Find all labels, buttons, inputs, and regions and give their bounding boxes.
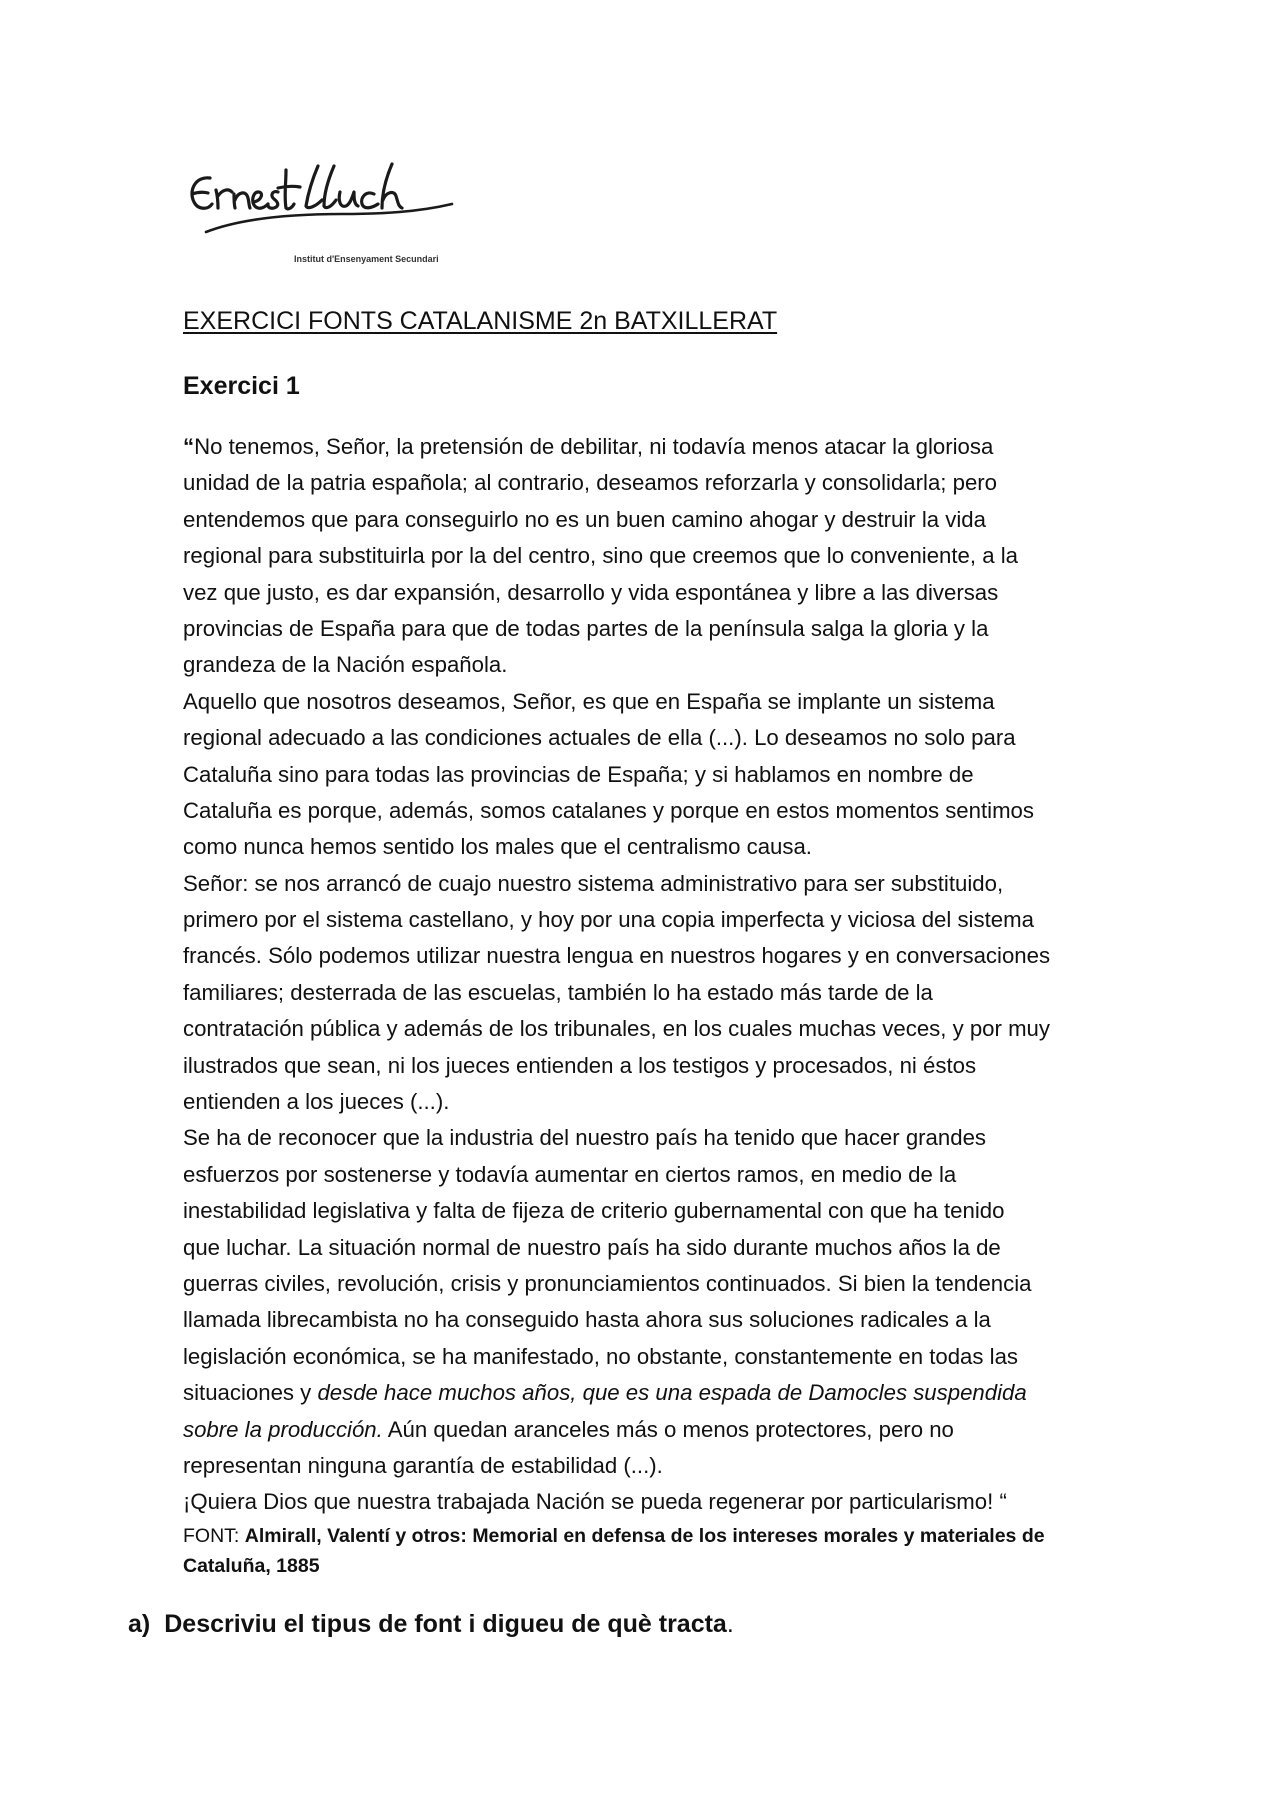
quote-line: regional para substituirla por la del centro, sino que creemos que lo conveniente, a la — [183, 543, 1018, 569]
quote-line: guerras civiles, revolución, crisis y pronunciamientos continuados. Si bien la tendencia — [183, 1270, 1032, 1296]
quote-line: representan ninguna garantía de estabilidad (...). — [183, 1452, 663, 1478]
source-quote — [183, 429, 1123, 1581]
quote-line: como nunca hemos sentido los males que el centralismo causa. — [183, 834, 812, 860]
italic-phrase: desde hace muchos años, que es una espada de Damocles suspendida — [317, 1380, 1027, 1406]
source-reference: Almirall, Valentí y otros: Memorial en defensa de los intereses morales y materiales de — [244, 1524, 1045, 1547]
source-label: FONT: — [183, 1524, 245, 1547]
exercise-heading: Exercici 1 — [183, 372, 300, 400]
quote-line-italic-1: situaciones y desde hace muchos años, que es una espada de Damocles suspendida — [183, 1380, 1027, 1406]
quote-line-italic-2: sobre la producción. Aún quedan aranceles más o menos protectores, pero no — [183, 1416, 954, 1442]
quote-line: vez que justo, es dar expansión, desarrollo y vida espontánea y libre a las diversas — [183, 579, 999, 605]
quote-line: Cataluña es porque, además, somos catalanes y porque en estos momentos sentimos — [183, 797, 1034, 823]
source-citation — [183, 1521, 1123, 1551]
quote-line: que luchar. La situación normal de nuestro país ha sido durante muchos años la de — [183, 1234, 1001, 1260]
logo-caption: Institut d'Ensenyament Secundari — [294, 254, 439, 264]
school-logo — [182, 160, 482, 280]
question-a: a) Descriviu el tipus de font i digueu de què tracta. — [128, 1610, 734, 1638]
quote-line: esfuerzos por sostenerse y todavía aumentar en ciertos ramos, en medio de la — [183, 1161, 957, 1187]
quote-line: ¡Quiera Dios que nuestra trabajada Nación se pueda regenerar por particularismo! “ — [183, 1489, 1007, 1515]
quote-line: contratación pública y además de los tribunales, en los cuales muchas veces, y por muy — [183, 1016, 1050, 1042]
quote-line: entienden a los jueces (...). — [183, 1089, 450, 1115]
quote-line: legislación económica, se ha manifestado, no obstante, constantemente en todas las — [183, 1343, 1019, 1369]
quote-line: familiares; desterrada de las escuelas, también lo ha estado más tarde de la — [183, 979, 933, 1005]
quote-line-1: “No tenemos, Señor, la pretensión de debilitar, ni todavía menos atacar la gloriosa — [183, 434, 994, 459]
quote-line: inestabilidad legislativa y falta de fijeza de criterio gubernamental con que ha tenido — [183, 1198, 1005, 1224]
quote-line: Se ha de reconocer que la industria del nuestro país ha tenido que hacer grandes — [183, 1125, 986, 1151]
quote-line: regional adecuado a las condiciones actuales de ella (...). Lo deseamos no solo para — [183, 725, 1016, 751]
question-label: a) — [128, 1610, 151, 1638]
quote-line: Cataluña sino para todas las provincias de España; y si hablamos en nombre de — [183, 761, 974, 787]
source-citation-line-2: Cataluña, 1885 — [183, 1554, 320, 1577]
quote-line: Aquello que nosotros deseamos, Señor, es que en España se implante un sistema — [183, 688, 995, 714]
italic-phrase: sobre la producción. — [183, 1416, 383, 1442]
quote-line: primero por el sistema castellano, y hoy por una copia imperfecta y viciosa del sistema — [183, 907, 1034, 933]
quote-open-mark: “ — [183, 434, 195, 459]
signature-drawing — [182, 160, 482, 250]
quote-line: francés. Sólo podemos utilizar nuestra lengua en nuestros hogares y en conversaciones — [183, 943, 1051, 969]
question-text: Descriviu el tipus de font i digueu de què tracta — [164, 1610, 727, 1638]
quote-line: llamada librecambista no ha conseguido hasta ahora sus soluciones radicales a la — [183, 1307, 991, 1333]
quote-line: Señor: se nos arrancó de cuajo nuestro sistema administrativo para ser substituido, — [183, 870, 1004, 896]
document-title: EXERCICI FONTS CATALANISME 2n BATXILLERAT — [183, 307, 778, 335]
quote-line: entendemos que para conseguirlo no es un buen camino ahogar y destruir la vida — [183, 506, 986, 532]
quote-line: ilustrados que sean, ni los jueces entienden a los testigos y procesados, ni éstos — [183, 1052, 977, 1078]
quote-line: unidad de la patria española; al contrario, deseamos reforzarla y consolidarla; pero — [183, 470, 998, 496]
quote-line: provincias de España para que de todas partes de la península salga la gloria y la — [183, 615, 989, 641]
quote-line: grandeza de la Nación española. — [183, 652, 508, 678]
